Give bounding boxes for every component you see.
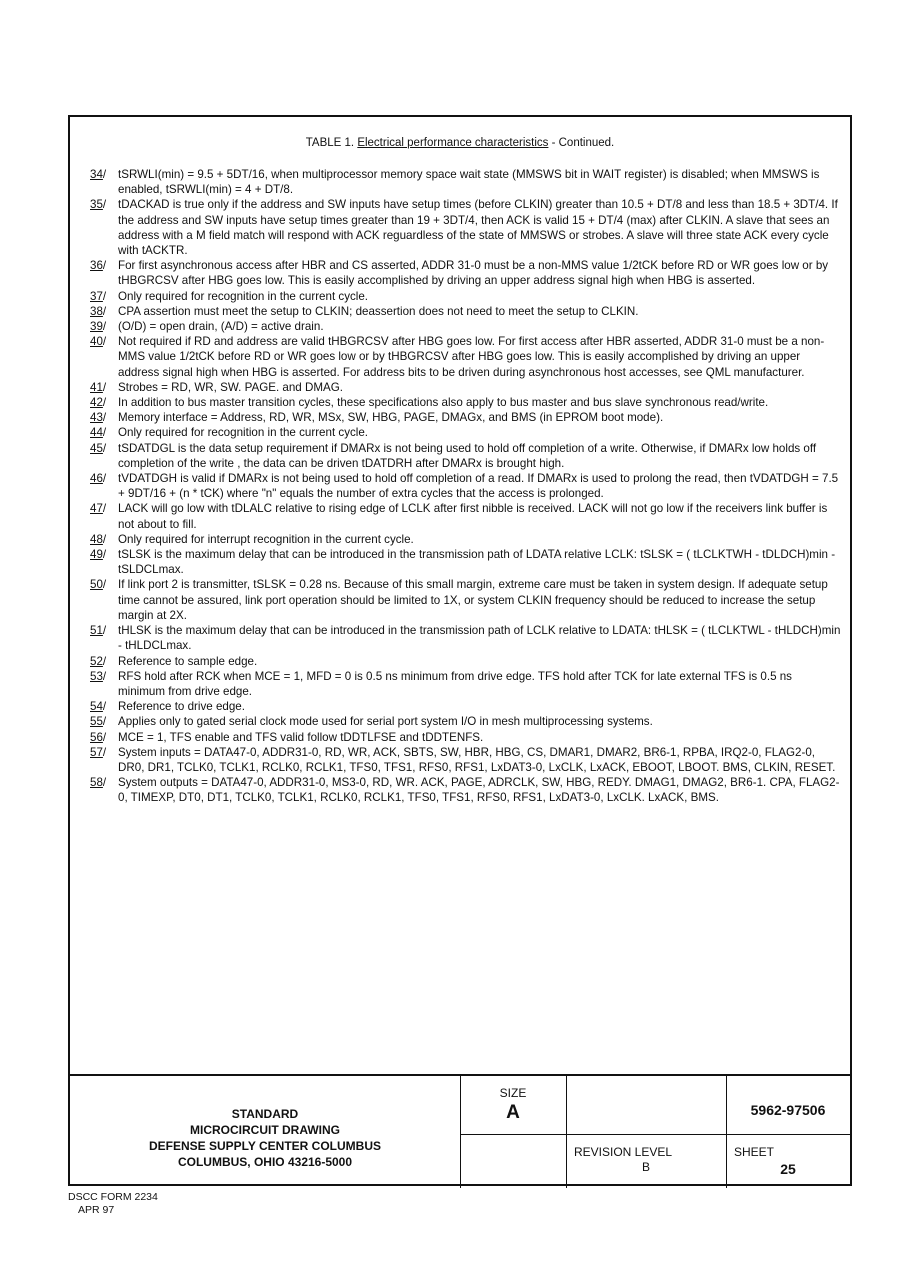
note-text: Only required for interrupt recognition in the current cycle.: [118, 532, 414, 546]
note-40: [90, 334, 842, 380]
standard-line: MICROCIRCUIT DRAWING: [190, 1123, 340, 1137]
note-text: tHLSK is the maximum delay that can be introduced in the transmission path of LCLK relative to LDATA: tHLSK = ( tLCLKTWL - tHLDCH)min - tHLDCLmax.: [118, 624, 841, 653]
note-number: 40 /: [90, 334, 116, 349]
note-number: 47 /: [90, 501, 116, 516]
note-47: [90, 501, 842, 531]
note-52: [90, 654, 842, 669]
note-text: tSLSK is the maximum delay that can be introduced in the transmission path of LDATA relative LCLK: tSLSK = ( tLCLKTWH - tDLDCH)min - tSLDCLmax.: [118, 548, 836, 577]
sheet-value: 25: [780, 1161, 796, 1177]
note-text: System inputs = DATA47-0, ADDR31-0, RD, WR, ACK, SBTS, SW, HBR, HBG, CS, DMAR1, DMAR2, BR6-1, RPBA, IRQ2-0, FLAG2-0, DR0, DR1, TCLK0, TCLK1, RCLK0, RCLK1, TFS0, TFS1, RFS0, RFS1, LxDAT3-0, LxCLK, LxACK, EBOOT, LBOOT. BMS, CLKIN, RESET.: [118, 745, 836, 774]
note-35: [90, 197, 842, 258]
revision-value: B: [641, 1160, 650, 1174]
note-34: [90, 167, 842, 197]
note-text: CPA assertion must meet the setup to CLKIN; deassertion does not need to meet the setup to CLKIN.: [118, 304, 639, 318]
note-46: [90, 471, 842, 501]
table-title-prefix: TABLE 1.: [305, 137, 355, 149]
note-text: tSRWLI(min) = 9.5 + 5DT/16, when multiprocessor memory space wait state (MMSWS bit in WAIT register) is disabled; when MMSWS is enabled, tSRWLI(min) = 4 + DT/8.: [118, 168, 820, 197]
note-text: System outputs = DATA47-0, ADDR31-0, MS3-0, RD, WR. ACK, PAGE, ADRCLK, SW, HBG, REDY. DMAG1, DMAG2, BR6-1. CPA, FLAG2-0, TIMEXP, DT0, DT1, TCLK0, TCLK1, RCLK0, RCLK1, TFS0, TFS1, RFS0, RFS1, LxDAT3-0, LxCLK. LxACK, BMS.: [118, 776, 840, 805]
size-label: SIZE: [499, 1086, 527, 1100]
note-text: tDACKAD is true only if the address and SW inputs have setup times (before CLKIN) greater than 10.5 + DT/8 and less than 18.5 + 3DT/4. If the address and SW inputs have setup times greater than 19 + 3DT/4, then ACK is valid 15 + DT/4 (max) after CLKIN. A slave that sees an address with a M field match will respond with ACK reguardless of the state of MMSWS or strobes. A slave will three state ACK every cycle with tACKTR.: [118, 198, 838, 258]
note-text: Applies only to gated serial clock mode used for serial port system I/O in mesh multiprocessing systems.: [118, 715, 653, 729]
note-text: Strobes = RD, WR, SW. PAGE. and DMAG.: [118, 380, 343, 394]
divider: [460, 1134, 850, 1135]
note-number: 46 /: [90, 471, 116, 486]
note-number: 57 /: [90, 745, 116, 760]
note-text: Reference to sample edge.: [118, 654, 258, 668]
note-45: [90, 441, 842, 471]
title-block: [70, 1074, 850, 1188]
note-38: [90, 304, 842, 319]
notes-list: [90, 167, 842, 806]
note-number: 36 /: [90, 258, 116, 273]
form-id: [68, 1191, 158, 1217]
note-36: [90, 258, 842, 288]
note-37: [90, 289, 842, 304]
note-57: [90, 745, 842, 775]
note-53: [90, 669, 842, 699]
note-text: Memory interface = Address, RD, WR, MSx, SW, HBG, PAGE, DMAGx, and BMS (in EPROM boot mode).: [118, 411, 664, 425]
table-title-suffix: - Continued.: [548, 137, 615, 149]
note-number: 43 /: [90, 410, 116, 425]
note-text: (O/D) = open drain, (A/D) = active drain.: [118, 320, 324, 334]
note-text: LACK will go low with tDLALC relative to rising edge of LCLK after first nibble is received. LACK will not go low if the receivers link buffer is not about to fill.: [118, 502, 828, 531]
note-number: 45 /: [90, 441, 116, 456]
note-number: 39 /: [90, 319, 116, 334]
table-title: [70, 137, 850, 149]
note-number: 55 /: [90, 714, 116, 729]
table-title-link: Electrical performance characteristics: [357, 137, 549, 149]
note-number: 50 /: [90, 577, 116, 592]
note-number: 51 /: [90, 623, 116, 638]
note-49: [90, 547, 842, 577]
note-number: 53 /: [90, 669, 116, 684]
note-41: [90, 380, 842, 395]
form-date: APR 97: [78, 1204, 115, 1216]
note-44: [90, 425, 842, 440]
size-value: A: [506, 1102, 520, 1123]
note-number: 41 /: [90, 380, 116, 395]
note-43: [90, 410, 842, 425]
sheet-label: SHEET: [734, 1145, 775, 1159]
note-text: In addition to bus master transition cycles, these specifications also apply to bus master and bus slave synchronous read/write.: [118, 396, 769, 410]
note-text: If link port 2 is transmitter, tSLSK = 0.28 ns. Because of this small margin, extreme care must be taken in system design. If adequate setup time cannot be assured, link port operation should be limited to 1X, or system CLKIN frequency should be reduced to increase the setup margin at 2X.: [118, 578, 828, 622]
note-42: [90, 395, 842, 410]
note-39: [90, 319, 842, 334]
note-number: 38 /: [90, 304, 116, 319]
note-number: 49 /: [90, 547, 116, 562]
standard-block: [70, 1106, 460, 1170]
note-number: 48 /: [90, 532, 116, 547]
note-number: 56 /: [90, 730, 116, 745]
note-number: 52 /: [90, 654, 116, 669]
drawing-frame: [68, 115, 852, 1186]
note-number: 35 /: [90, 197, 116, 212]
drawing-number: 5962-97506: [750, 1102, 826, 1118]
revision-label: REVISION LEVEL: [574, 1145, 673, 1159]
note-48: [90, 532, 842, 547]
note-text: Only required for recognition in the current cycle.: [118, 426, 369, 440]
note-text: MCE = 1, TFS enable and TFS valid follow tDDTLFSE and tDDTENFS.: [118, 730, 484, 744]
note-number: 42 /: [90, 395, 116, 410]
note-54: [90, 699, 842, 714]
note-text: For first asynchronous access after HBR and CS asserted, ADDR 31-0 must be a non-MMS value 1/2tCK before RD or WR goes low or by tHBGRCSV after HBG goes low. This is easily accomplished by driving an upper address signal high when HBG is asserted.: [118, 259, 829, 288]
note-number: 58 /: [90, 775, 116, 790]
note-number: 54 /: [90, 699, 116, 714]
note-55: [90, 714, 842, 729]
note-text: tSDATDGL is the data setup requirement if DMARx is not being used to hold off completion of a write. Otherwise, if DMARx low holds off completion of the write , the data can be driven tDATDRH after DMARx is brought high.: [118, 441, 817, 470]
standard-line: COLUMBUS, OHIO 43216-5000: [177, 1155, 353, 1169]
note-text: RFS hold after RCK when MCE = 1, MFD = 0 is 0.5 ns minimum from drive edge. TFS hold after TCK for late external TFS is 0.5 ns minimum from drive edge.: [118, 669, 792, 698]
note-56: [90, 730, 842, 745]
standard-line: DEFENSE SUPPLY CENTER COLUMBUS: [148, 1139, 382, 1153]
note-text: Reference to drive edge.: [118, 700, 245, 714]
note-text: Only required for recognition in the current cycle.: [118, 289, 369, 303]
standard-line: STANDARD: [231, 1107, 299, 1121]
note-text: tVDATDGH is valid if DMARx is not being used to hold off completion of a read. If DMARx is used to prolong the read, then tVDATDGH = 7.5 + 9DT/16 + (n * tCK) where "n" equals the number of extra cycles that the access is prolonged.: [118, 472, 839, 501]
note-number: 34 /: [90, 167, 116, 182]
form-number: DSCC FORM 2234: [68, 1191, 158, 1203]
note-number: 44 /: [90, 425, 116, 440]
note-number: 37 /: [90, 289, 116, 304]
note-51: [90, 623, 842, 653]
note-58: [90, 775, 842, 805]
note-text: Not required if RD and address are valid tHBGRCSV after HBG goes low. For first access after HBR asserted, ADDR 31-0 must be a non-MMS value 1/2tCK before RD or WR goes low or by tHBGRCSV after HBG goes low. This is easily accomplished by driving an upper address signal high when HBG is asserted. For address bits to be driven during asynchronous host accesses, see QML manufacturer.: [118, 335, 825, 379]
note-50: [90, 577, 842, 623]
